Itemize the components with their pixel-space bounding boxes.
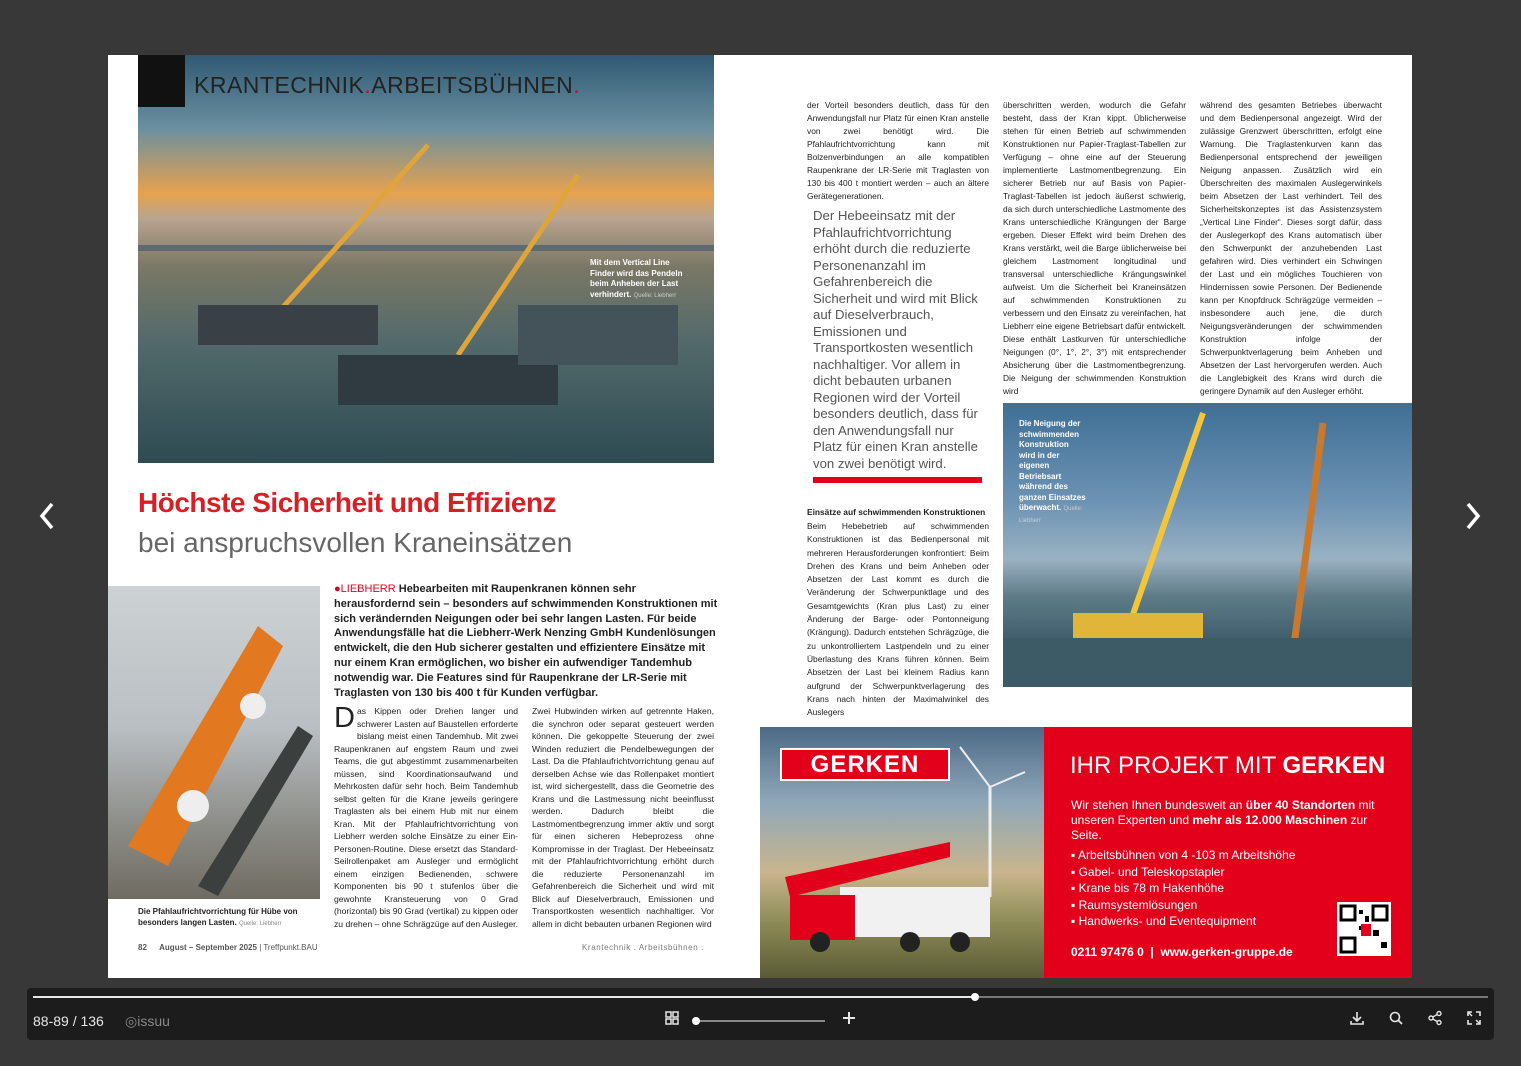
search-button[interactable] <box>1386 1010 1406 1030</box>
ad-truck-image <box>760 727 1044 978</box>
photo1-caption: Mit dem Vertical Line Finder wird das Pendeln beim Anheben der Last verhindert. Quelle: Liebherr <box>590 258 683 299</box>
section-label <box>138 55 185 107</box>
headline: Höchste Sicherheit und Effizienz <box>138 487 557 518</box>
section-label-arbeitsbuehnen: ARBEITSBÜHNEN <box>371 72 574 98</box>
lead-paragraph: ●LIEBHERR Hebearbeiten mit Raupenkranen können sehr herausfordernd sein – besonders auf schwimmenden Konstruktionen mit sich verändernden Neigungen oder bei sehr langen Lasten. Für beide Anwendungsfälle hat die Liebherr-Werk Nenzing GmbH Kundenlösungen entwickelt, die den Hub sicherer gestalten und effizientere Einsätze mit nur einem Kran ermöglichen, wo bisher ein aufwendiger Tandemhub notwendig war. Die Features sind für Raupenkrane der LR-Serie mit Traglasten von 130 bis 400 t für Kunden verfügbar. <box>334 583 718 699</box>
next-icon <box>1460 496 1486 536</box>
article-column-1: Das Kippen oder Drehen langer und schwerer Lasten auf Baustellen erforderte bislang meist einen Tandemhub. Mit zwei Raupenkranen auf engstem Raum und zwei Teams, die gut abgestimmt zusammenarbeiten müssen, sind Koordinationsaufwand und Mehrkosten dafür sehr hoch. Beim Tandemhub selbst gelten für die Krane jeweils geringere Traglasten als bei einem Hub mit nur einem Kran. Mit der Pfahlaufrichtvorrichtung von Liebherr werden solche Einsätze zu einer Ein-Personen-Routine. Diese ersetzt das Standard-Seilrollenpaket am Ausleger und ermöglicht einem einzigen Bedienenden, schwere Komponenten bis 90 t stufenlos über die gewohnte Kransteuerung von 0 Grad (horizontal) bis 90 Grad (vertikal) zu kippen oder zu drehen – ohne Schrägzüge auf den Ausleger. <box>334 702 518 929</box>
issue-date: August – September 2025 <box>159 943 257 952</box>
article-column-3-bottom: Beim Hebebetrieb auf schwimmenden Konstruktionen ist das Bedienpersonal mit mehreren Herausforderungen konfrontiert: Beim Drehen des Krans und beim Anheben oder Absetzen der Last kommt es durch die Veränderung der Schwerpunktlage und des Gesamtgewichts (Kran plus Last) zu einer Änderung der Barge- oder Pontonneigung (Krängung). Dadurch entstehen Schrägzüge, die zu unkontrolliertem Lastpendeln und zu einer Überlastung des Krans führen können. Beim Absetzen der Last bei kleinem Radius kann aufgrund der Schwerpunktverlagerung des Krans nach hinten der Maximalwinkel des Auslegers <box>807 521 989 718</box>
ad-bullet: ▪ Krane bis 78 m Hakenhöhe <box>1071 881 1225 895</box>
issuu-brand: ◎issuu <box>125 1013 170 1029</box>
grid-icon <box>664 1010 680 1026</box>
river-crane-photo: KRANTECHNIK.ARBEITSBÜHNEN. Mit dem Vertical Line Finder wird das Pendeln beim Anheben der Last verhindert. Quelle: Liebherr <box>138 55 714 463</box>
progress-handle[interactable] <box>971 993 979 1001</box>
subheadline: bei anspruchsvollen Kraneinsätzen <box>138 527 573 558</box>
page-footer-left: 82 August – September 2025 | Treffpunkt.BAU <box>138 943 318 952</box>
gerken-logo: GERKEN <box>780 748 950 781</box>
article-column-4: überschritten werden, wodurch die Gefahr besteht, dass der Kran kippt. Üblicherweise stehen für einen Betrieb auf schwimmenden Konstruktionen nur Papier-Traglast-Tabellen zur Verfügung – ohne eine auf der Steuerung implementierte Lastmomentbegrenzung. Ein sicherer Betrieb nur auf Basis von Papier-Traglast-Tabellen ist jedoch äußerst schwierig, da sich durch unterschiedliche Lastmomente des Krans unterschiedliche Krängungen der Barge ergeben. Dieser Effekt wird beim Drehen des Krans verstärkt, weil die Barge üblicherweise bei gleichem Lastmoment longitudinal und transversal unterschiedliche Krängungswinkel aufweist. Um die Sicherheit bei Kraneinsätzen auf schwimmenden Konstruktionen zu verbessern und den Einsatz zu vereinfachen, hat Liebherr eine eigene Betriebsart dafür entwickelt. Diese enthält Lastkurven für unterschiedliche Neigungen (0°, 1°, 2°, 3°) mit entsprechender Absicherung über die Lastmomentbegrenzung. Die Neigung der schwimmenden Konstruktion wird <box>1003 100 1186 396</box>
share-button[interactable] <box>1425 1010 1445 1030</box>
pull-quote: Der Hebeeinsatz mit der Pfahlaufrichtvorrichtung erhöht durch die reduzierte Personenanzahl im Gefahrenbereich die Sicherheit und wird mit Blick auf Dieselverbrauch, Emissionen und Transportkosten wesentlich nachhaltiger. Vor allem in dicht bebauten urbanen Regionen wird der Vorteil besonders deutlich, dass für den Anwendungsfall nur Platz für einen Kran anstelle von zwei benötigt wird. <box>813 208 978 471</box>
ad-bullet: ▪ Handwerks- und Eventequipment <box>1071 914 1257 928</box>
right-page <box>760 55 1412 978</box>
zoom-slider[interactable] <box>695 1020 825 1022</box>
article-column-2: Zwei Hubwinden wirken auf getrennte Haken, die synchron oder separat gesteuert werden können. Die gekoppelte Steuerung der zwei Winden reduziert die Pendelbewegungen der Last. Da die Pfahlaufrichtvorrichtung genau auf derselben Achse wie das Rollenpaket montiert ist, wird sichergestellt, dass die Geometrie des Krans und die Lastmessung nicht beeinflusst werden. Dadurch bleibt die Lastmomentbegrenzung immer aktiv und sorgt für einen sicheren Hebeprozess ohne Kompromisse in der Traglast. Der Hebeeinsatz mit der Pfahlaufrichtvorrichtung erhöht durch die reduzierte Personenanzahl im Gefahrenbereich die Sicherheit und wird mit Blick auf Dieselverbrauch, Emissionen und Transportkosten wesentlich nachhaltiger. Vor allem in dicht bebauten urbanen Regionen wird <box>532 706 714 929</box>
ad-bullet: ▪ Raumsystemlösungen <box>1071 897 1198 912</box>
floating-crane-photo <box>1003 403 1412 687</box>
viewer-toolbar <box>27 988 1494 1040</box>
progress-fill <box>33 996 979 998</box>
prev-icon <box>34 496 60 536</box>
search-icon <box>1388 1010 1404 1026</box>
drop-cap: D <box>334 702 355 734</box>
photo2-caption: Die Pfahlaufrichtvorrichtung für Hübe von besonders langen Lasten. Quelle: Liebherr <box>138 907 298 927</box>
ad-panel <box>1044 727 1412 978</box>
fullscreen-button[interactable] <box>1464 1010 1484 1030</box>
next-page-button[interactable] <box>1460 496 1490 536</box>
article-column-5: während des gesamten Betriebes überwacht und dem Bedienpersonal angezeigt. Wird der zulässige Grenzwert überschritten, erfolgt eine Warnung. Die Traglastenkurven kann das Bedienpersonal entsprechend der jeweiligen Neigung anpassen. Zusätzlich wird ein Überschreiten des maximalen Auslegerwinkels beim Absetzen der Last verhindert. Teil des Sicherheitskonzeptes ist das Assistenzsystem „Vertical Line Finder“. Dieses sorgt dafür, dass der Auslegerkopf des Krans automatisch über den Schwerpunkt der anzuhebenden Last gefahren wird. Dies verhindert ein Schwingen der Last und ein mögliches Touchieren von Hindernissen sowie Personen. Der Bedienende kann per Knopfdruck Schrägzüge vermeiden – insbesondere auch jene, die durch Neigungsveränderungen der schwimmenden Konstruktion infolge der Schwerpunktverlagerung beim Anheben und Absetzen der Last hervorgerufen werden. Auch die Langlebigkeit des Krans wird durch die geringere Dynamik auf den Ausleger erhöht. <box>1200 100 1382 396</box>
pile-upending-device-photo <box>108 586 320 899</box>
lead-brand: LIEBHERR <box>340 583 396 595</box>
ad-bullet: ▪ Arbeitsbühnen von 4 -103 m Arbeitshöhe <box>1071 848 1296 862</box>
ad-bullet: ▪ Gabel- und Teleskopstapler <box>1071 864 1225 879</box>
ad-phone: 0211 97476 0 <box>1071 945 1144 959</box>
issuu-logo-icon: ◎ <box>125 1013 138 1029</box>
page-indicator: 88-89 / 136 <box>33 1013 104 1029</box>
page-footer-section: Krantechnik . Arbeitsbühnen . <box>582 943 704 952</box>
progress-track[interactable] <box>33 996 1488 998</box>
zoom-handle[interactable] <box>692 1017 700 1025</box>
qr-code-icon <box>1337 902 1391 956</box>
zoom-in-button[interactable] <box>839 1010 859 1030</box>
fullscreen-icon <box>1466 1010 1482 1026</box>
ad-intro: Wir stehen Ihnen bundesweit an über 40 Standorten mit unseren Experten und mehr als 12.000 Maschinen zur Seite. <box>1071 798 1375 842</box>
grid-view-button[interactable] <box>662 1010 682 1030</box>
ad-headline: IHR PROJEKT MIT GERKEN <box>1070 752 1386 779</box>
share-icon <box>1427 1010 1443 1026</box>
download-button[interactable] <box>1347 1010 1367 1030</box>
photo3-caption: Die Neigung der schwimmenden Konstruktion wird in der eigenen Betriebsart während des ganzen Einsatzes überwacht. Quelle: Liebherr <box>1019 419 1086 524</box>
article-column-3-top: der Vorteil besonders deutlich, dass für den Anwendungsfall nur Platz für einen Kran anstelle von zwei benötigt wird. Die Pfahlaufrichtvorrichtung kann mit Bolzenverbindungen an alle kompatiblen Raupenkrane der LR-Serie mit Traglasten von 130 bis 400 t montiert werden – auch an ältere Gerätegenerationen. <box>807 100 989 201</box>
magazine-name: Treffpunkt.BAU <box>263 943 318 952</box>
page-number: 82 <box>138 943 147 952</box>
pull-quote-rule <box>813 477 982 483</box>
download-icon <box>1349 1010 1365 1026</box>
ad-website: www.gerken-gruppe.de <box>1160 945 1293 959</box>
subhead-floating: Einsätze auf schwimmenden Konstruktionen <box>807 507 986 517</box>
ad-contact: 0211 97476 0 | www.gerken-gruppe.de <box>1071 945 1293 959</box>
ad-bullet-list <box>1071 847 1295 930</box>
zoom-in-icon <box>841 1010 857 1026</box>
left-page <box>108 55 760 978</box>
section-label-krantechnik: KRANTECHNIK <box>194 72 365 98</box>
prev-page-button[interactable] <box>34 496 64 536</box>
